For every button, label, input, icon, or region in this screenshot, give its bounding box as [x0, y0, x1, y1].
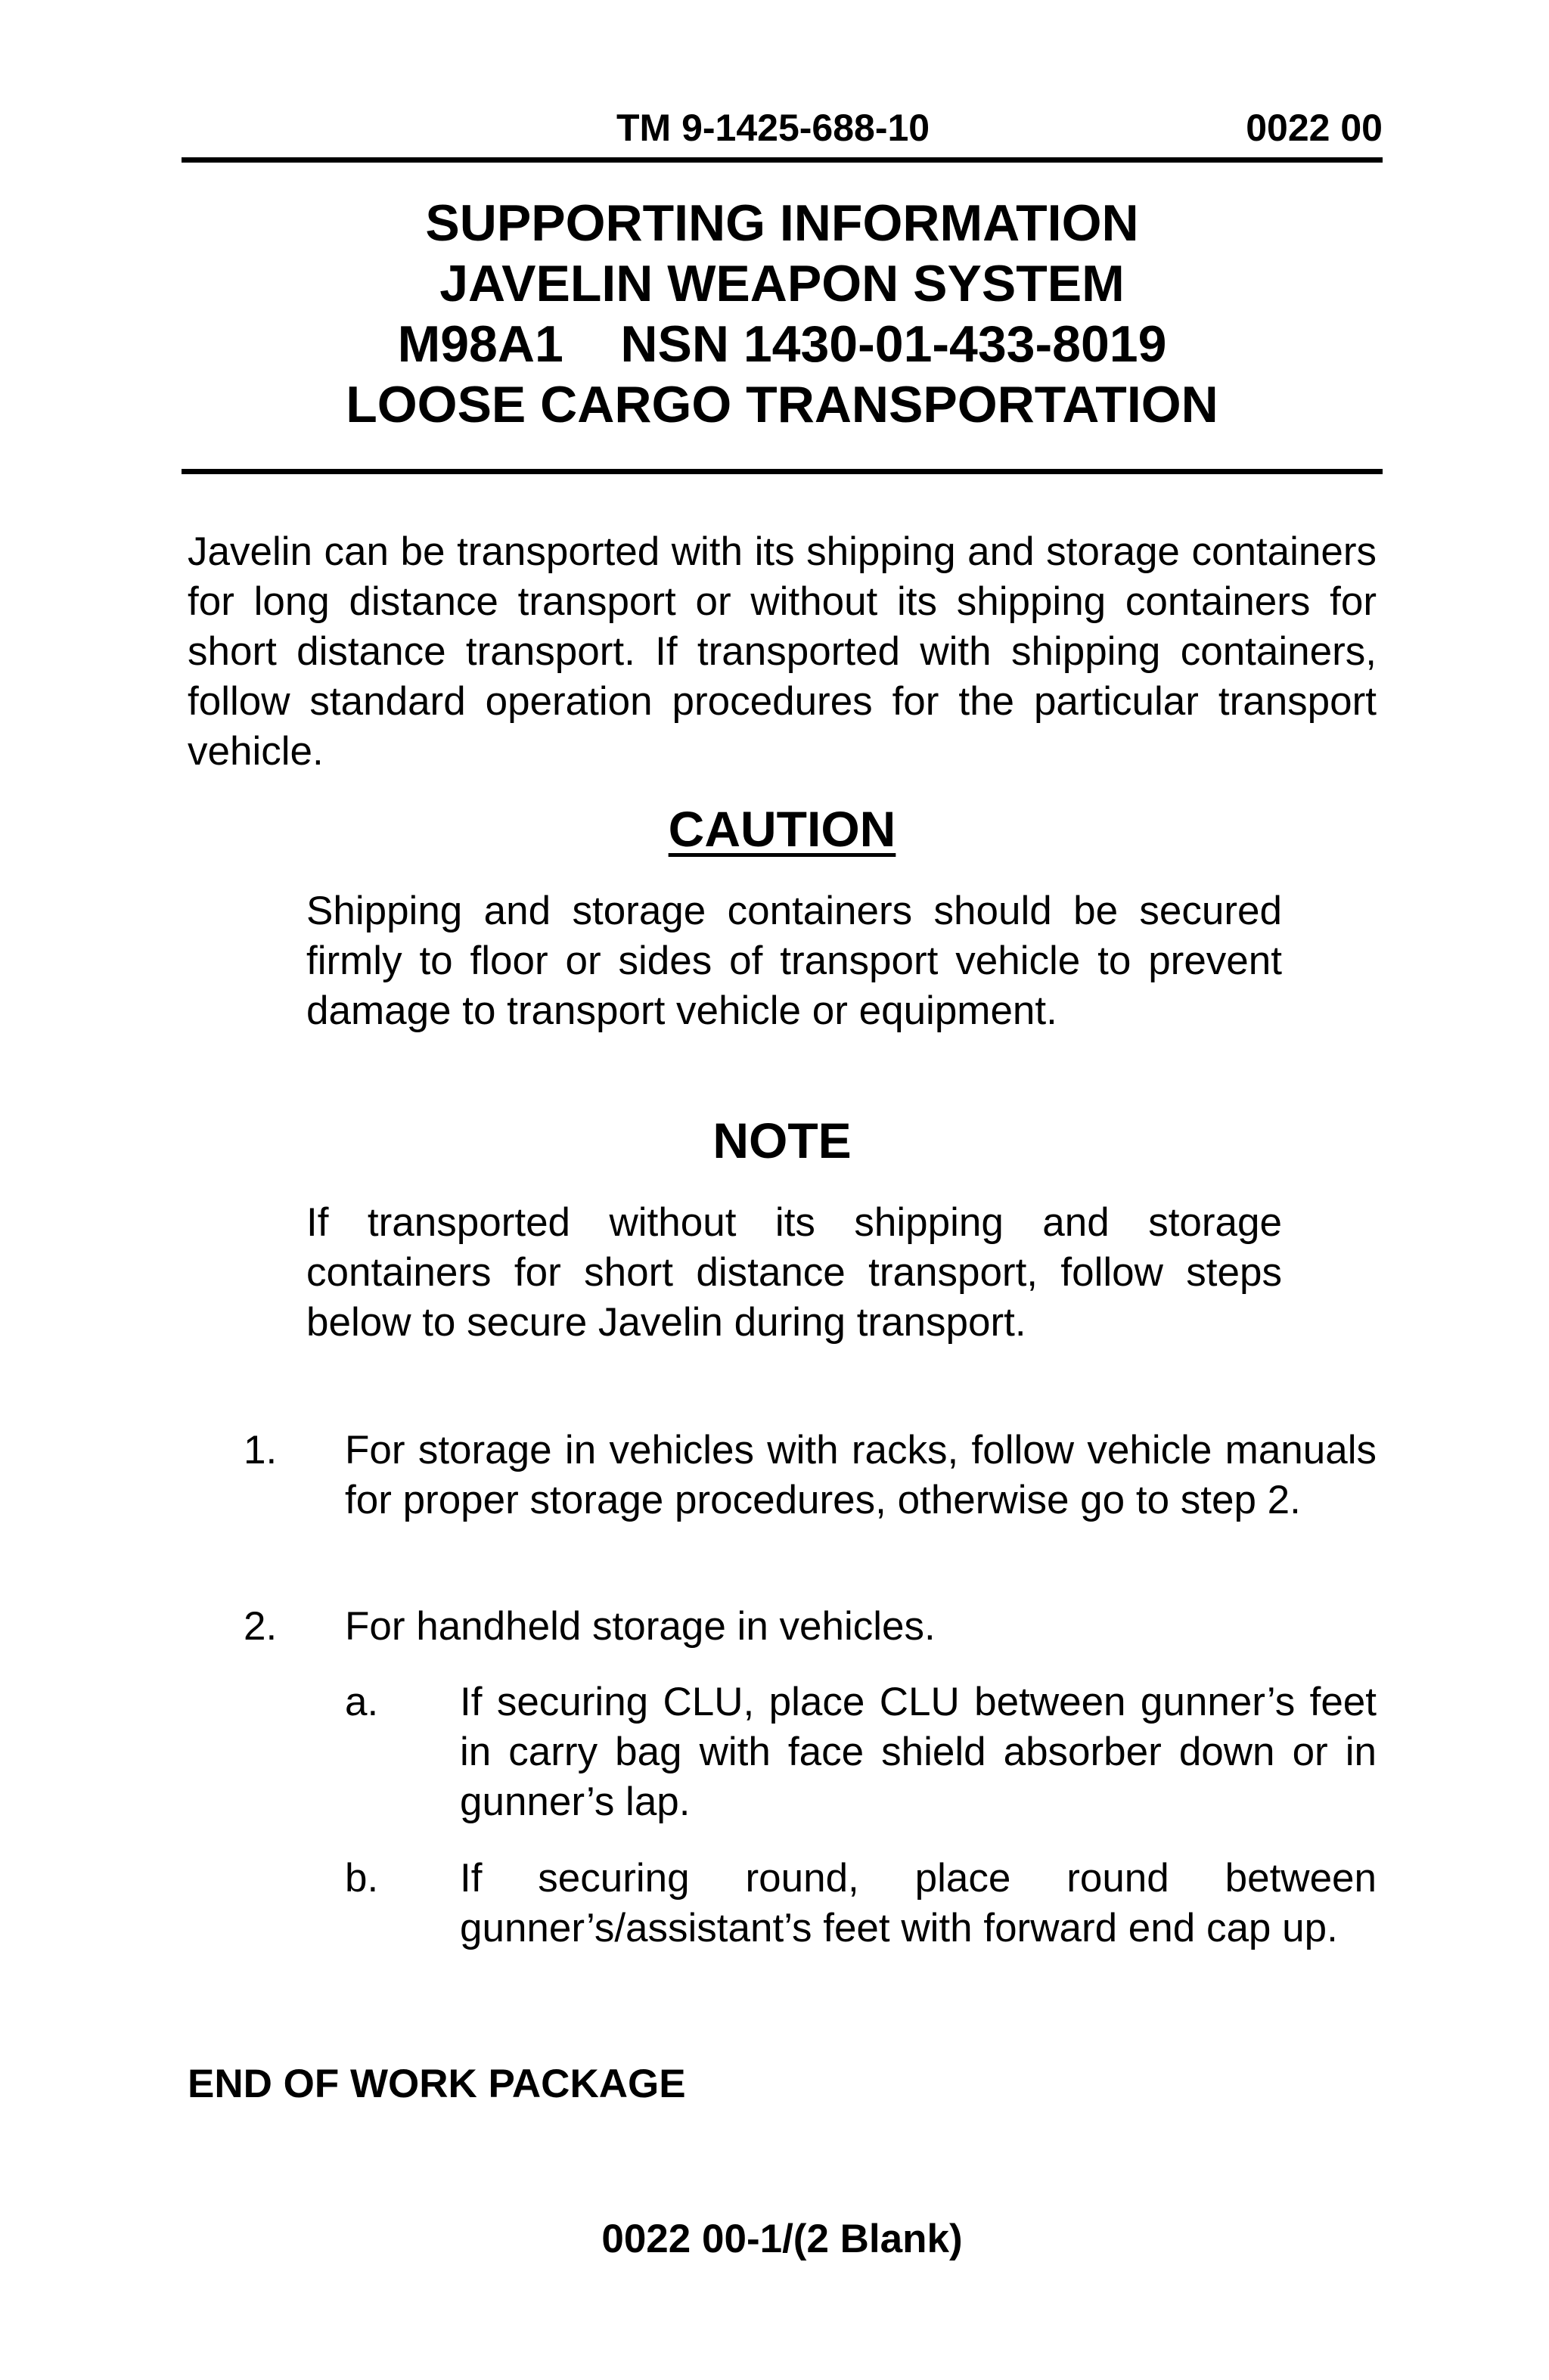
substep-letter: b.	[345, 1856, 379, 1901]
end-of-work-package: END OF WORK PACKAGE	[188, 2062, 686, 2106]
caution-heading-label: CAUTION	[668, 801, 896, 857]
header-divider	[182, 157, 1383, 163]
caution-text: Shipping and storage containers should be secured firmly to floor or sides of transport vehicle to prevent damage to transport vehicle or equipment.	[306, 889, 1282, 1033]
substep-text: If securing round, place round between gunner’s/assistant’s feet with forward end cap up.	[460, 1856, 1377, 1950]
step-number: 2.	[244, 1604, 278, 1649]
step-text: For storage in vehicles with racks, follow vehicle manuals for proper storage procedures, otherwise go to step 2.	[345, 1428, 1377, 1522]
title-line: SUPPORTING INFORMATION	[425, 194, 1139, 252]
title-line: JAVELIN WEAPON SYSTEM	[439, 255, 1125, 312]
page-number: 0022 00-1/(2 Blank)	[601, 2217, 963, 2261]
caution-heading	[182, 800, 1383, 858]
substep-text: If securing CLU, place CLU between gunner’s feet in carry bag with face shield absorber down or in gunner’s lap.	[460, 1680, 1377, 1824]
note-heading: NOTE	[712, 1112, 852, 1168]
page-header	[182, 106, 1383, 151]
work-package-number: 0022 00	[1246, 107, 1383, 149]
intro-paragraph: Javelin can be transported with its shipping and storage containers for long distance transport or without its shipping containers for short distance transport. If transported with shipping containers, follow standard operation procedures for the particular transport vehicle.	[188, 529, 1377, 774]
step-text: For handheld storage in vehicles.	[345, 1604, 936, 1649]
step-number: 1.	[244, 1428, 278, 1472]
title-divider	[182, 469, 1383, 474]
page-title	[182, 193, 1383, 435]
substep-letter: a.	[345, 1680, 379, 1724]
title-line: M98A1 NSN 1430-01-433-8019	[397, 315, 1167, 373]
title-line: LOOSE CARGO TRANSPORTATION	[346, 376, 1218, 433]
tm-number: TM 9-1425-688-10	[616, 107, 930, 149]
note-text: If transported without its shipping and storage containers for short distance transport, follow steps below to secure Javelin during transport.	[306, 1200, 1282, 1345]
